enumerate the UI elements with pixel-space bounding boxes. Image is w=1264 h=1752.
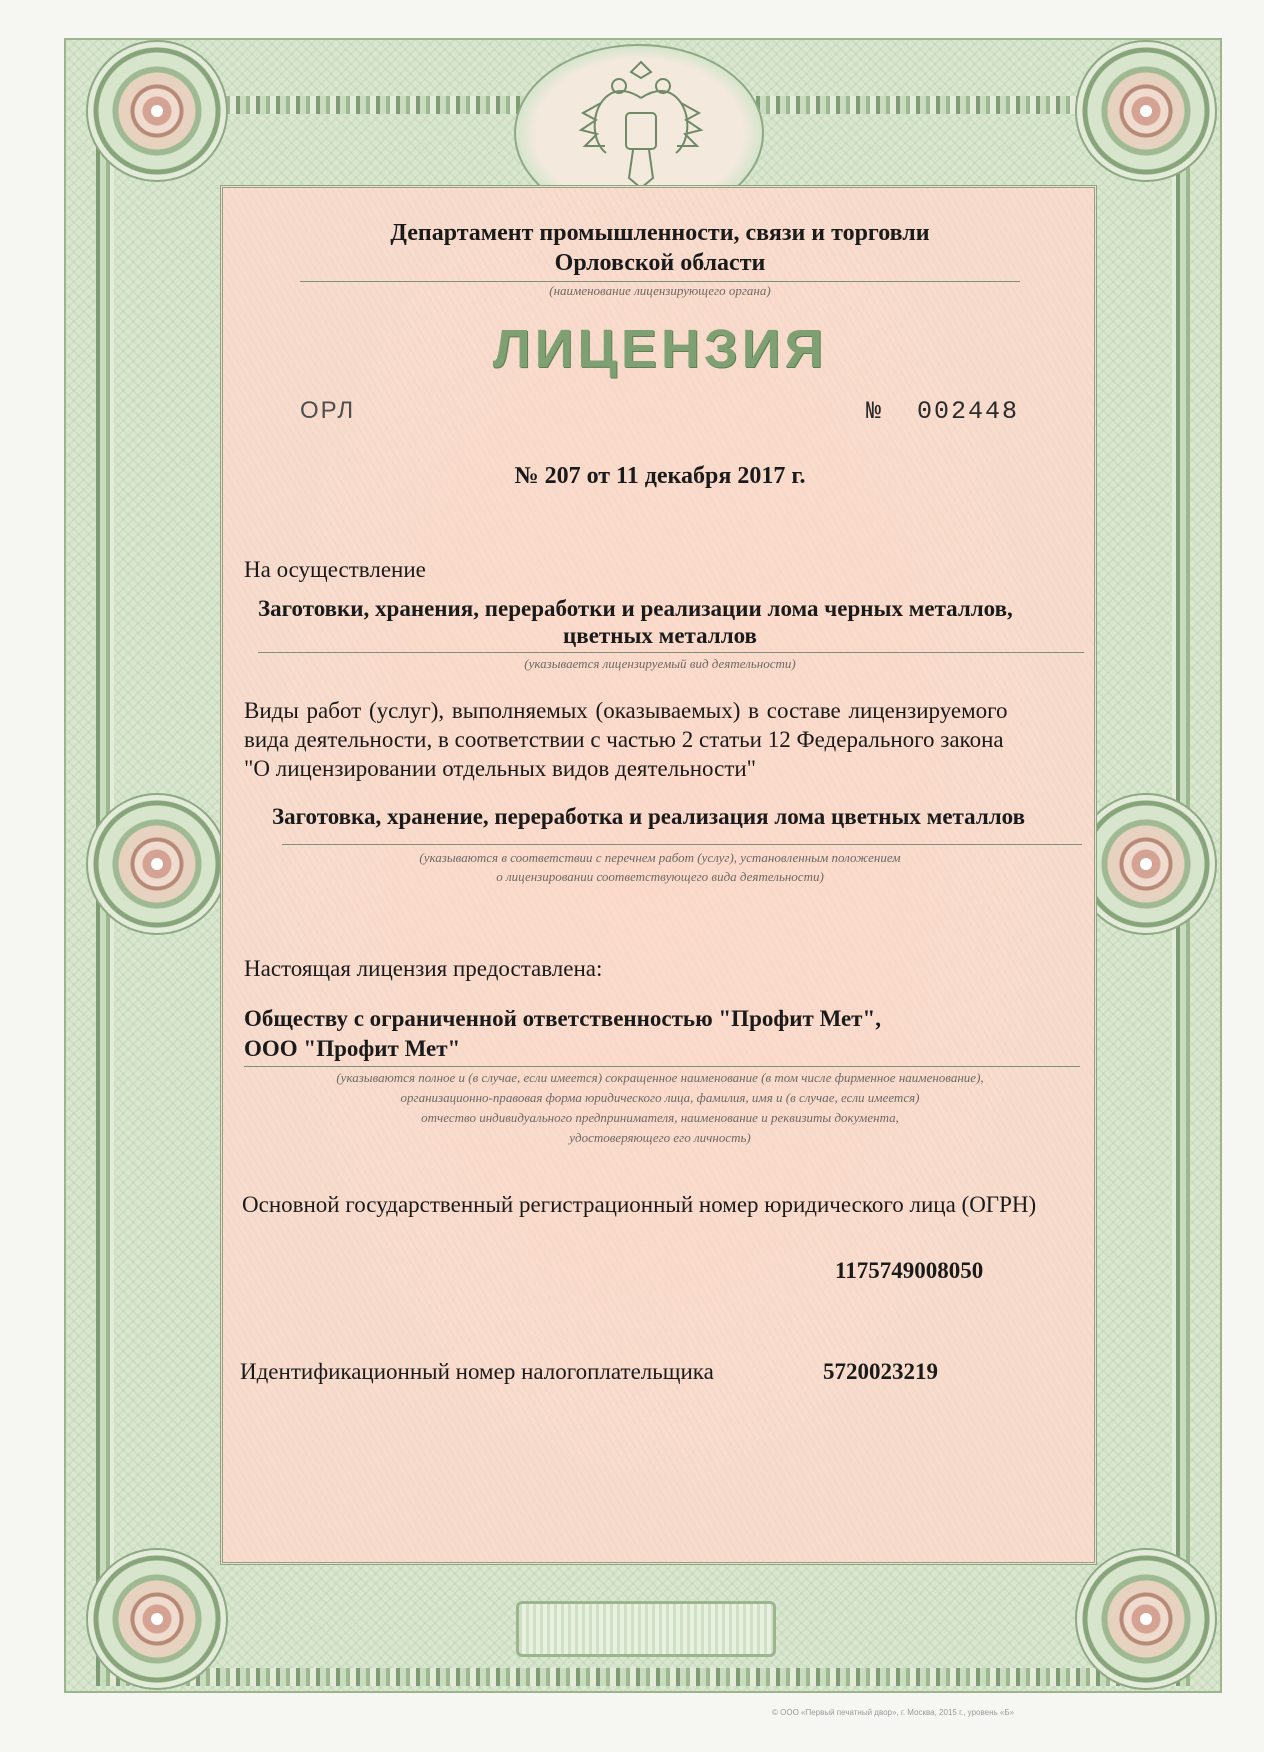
corner-rosette-icon (1075, 40, 1217, 182)
corner-rosette-icon (86, 1548, 228, 1690)
corner-rosette-icon (1075, 1548, 1217, 1690)
activity-intro: На осуществление (244, 557, 426, 582)
inn-label: Идентификационный номер налогоплательщика (240, 1359, 714, 1384)
ogrn-value: 1175749008050 (835, 1258, 984, 1283)
licensee-caption-line3: отчество индивидуального предпринимателя, наименование и реквизиты документа, (421, 1110, 899, 1125)
works-caption-line1: (указываются в соответствии с перечнем работ (услуг), установленным положением (419, 850, 901, 865)
registration-number: № 207 от 11 декабря 2017 г. (514, 463, 806, 489)
form-series: ОРЛ (300, 397, 356, 424)
licensee-intro: Настоящая лицензия предоставлена: (244, 956, 603, 981)
printer-imprint: © ООО «Первый печатный двор», г. Москва, 2015 г., уровень «Б» (772, 1708, 1015, 1717)
licensing-authority-line2: Орловской области (554, 250, 766, 276)
works-value: Заготовка, хранение, переработка и реализация лома цветных металлов (272, 804, 1025, 829)
divider (244, 1066, 1080, 1067)
form-number: 002448 (917, 397, 1020, 426)
activity-line1: Заготовки, хранения, переработки и реализации лома черных металлов, (258, 596, 1013, 621)
document-title: ЛИЦЕНЗИЯ (492, 319, 828, 379)
licensee-caption-line2: организационно-правовая форма юридического лица, фамилия, имя и (в случае, если имеется) (400, 1090, 920, 1105)
activity-caption: (указывается лицензируемый вид деятельности) (524, 656, 796, 671)
divider (258, 652, 1084, 653)
corner-rosette-icon (86, 40, 228, 182)
licensee-short-name: ООО "Профит Мет" (244, 1036, 461, 1061)
activity-line2: цветных металлов (563, 623, 757, 648)
licensee-full-name: Обществу с ограниченной ответственностью "Профит Мет", (244, 1006, 882, 1031)
licensing-authority-caption: (наименование лицензирующего органа) (549, 283, 771, 298)
works-caption-line2: о лицензировании соответствующего вида деятельности) (496, 869, 824, 884)
licensee-caption-line1: (указываются полное и (в случае, если имеется) сокращенное наименование (в том числе фирменное наименование), (336, 1070, 984, 1085)
ogrn-label: Основной государственный регистрационный номер юридического лица (ОГРН) (242, 1192, 1037, 1217)
divider (300, 281, 1020, 282)
works-intro-line1: Виды работ (услуг), выполняемых (оказываемых) в составе лицензируемого (244, 698, 1008, 723)
licensing-authority-line1: Департамент промышленности, связи и торговли (390, 220, 930, 246)
blank-ornament-box (516, 1601, 776, 1657)
inn-value: 5720023219 (823, 1359, 938, 1384)
side-rosette-icon (86, 793, 228, 935)
works-intro-line2: вида деятельности, в соответствии с частью 2 статьи 12 Федерального закона (244, 727, 1004, 752)
works-intro-line3: "О лицензировании отдельных видов деятельности" (244, 756, 757, 781)
divider (282, 844, 1082, 845)
licensee-caption-line4: удостоверяющего его личность) (569, 1130, 751, 1145)
form-number-label: № (866, 397, 882, 426)
